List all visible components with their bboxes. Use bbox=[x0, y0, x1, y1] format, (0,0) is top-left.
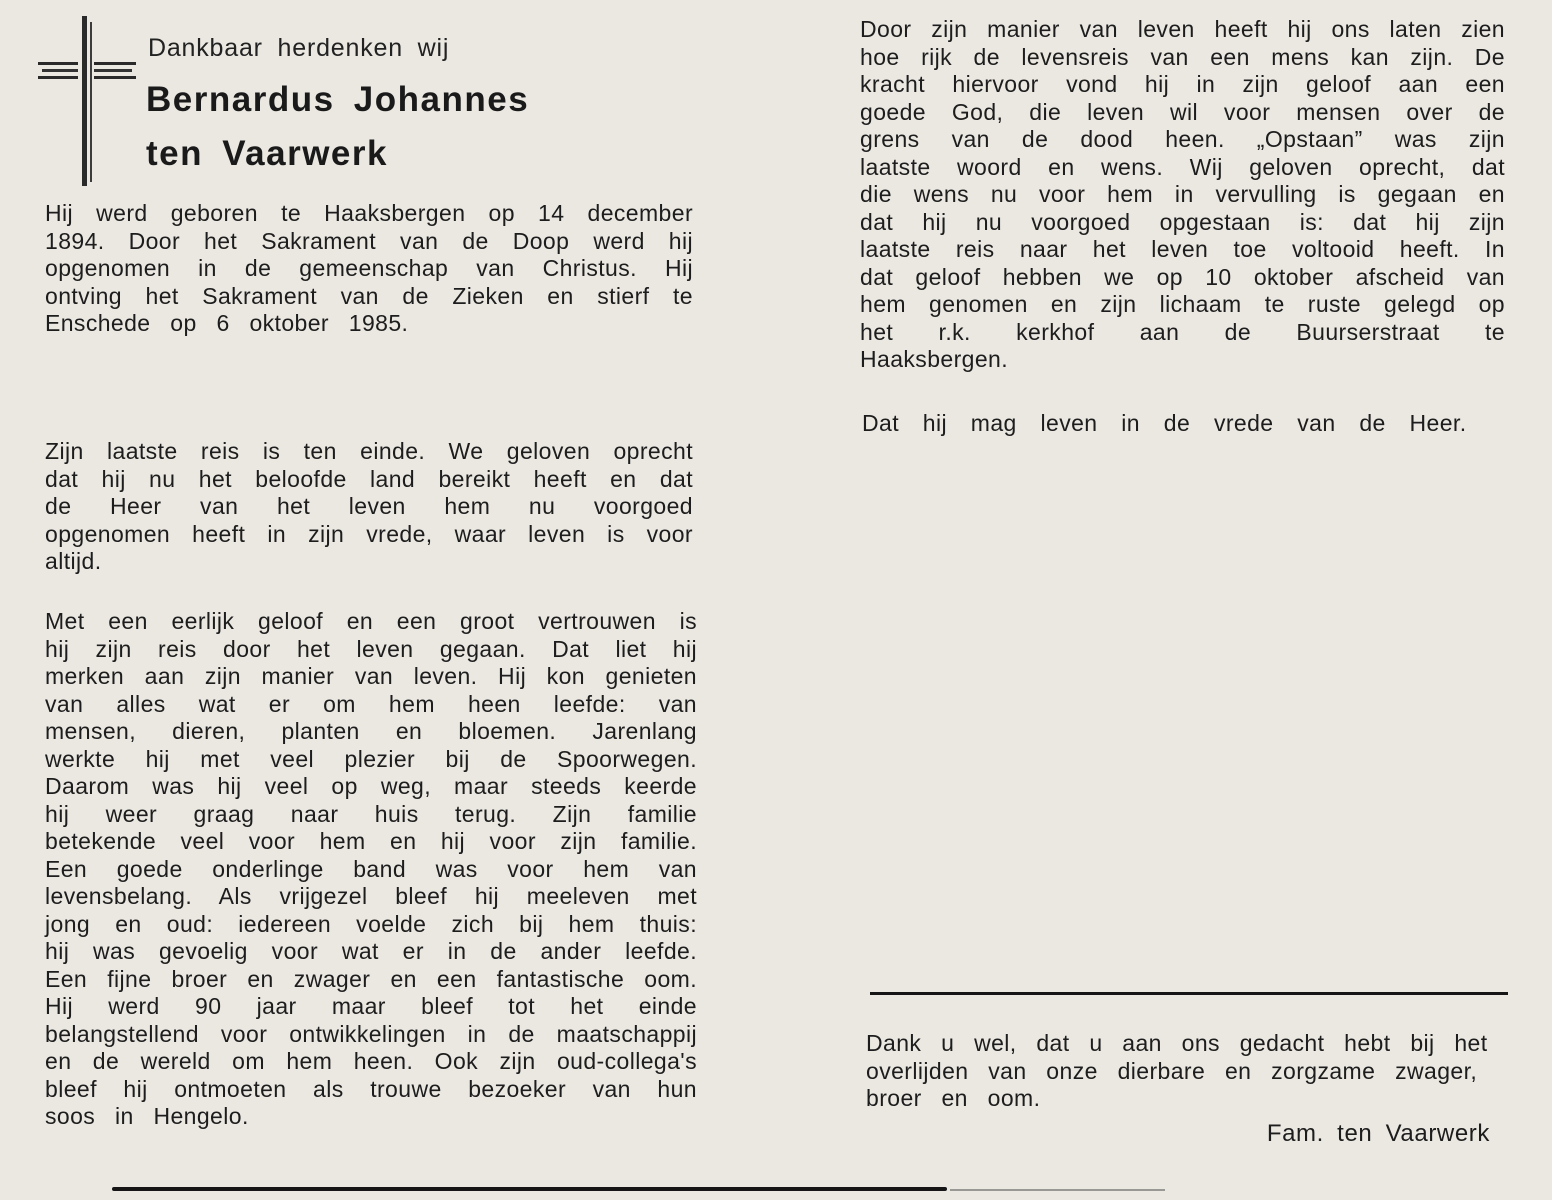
paragraph-faith-and-farewell: Door zijn manier van leven heeft hij ons laten zien hoe rijk de levensreis van een mens kan zijn. De kracht hiervoor vond hij in zijn geloof aan een goede God, die leven wil voor mensen over de grens van de dood heen. „Opstaan” was zijn laatste woord en wens. Wij geloven oprecht, dat die wens nu voor hem in vervulling is gegaan en dat hij nu voorgoed opgestaan is: dat hij zijn laatste reis naar het leven toe voltooid heeft. In dat geloof hebben we op 10 oktober afscheid van hem genomen en zijn lichaam te ruste gelegd op het r.k. kerkhof aan de Buurserstraat te Haaksbergen. bbox=[860, 16, 1505, 372]
paragraph-life-story: Met een eerlijk geloof en een groot vertrouwen is hij zijn reis door het leven gegaan. Dat liet hij merken aan zijn manier van leven. Hij kon genieten van alles wat er om hem heen leefde: van mensen, dieren, planten en bloemen. Jarenlang werkte hij met veel plezier bij de Spoorwegen. Daarom was hij veel op weg, maar steeds keerde hij weer graag naar huis terug. Zijn familie betekende veel voor hem en hij voor zijn familie. Een goede onderlinge band was voor hem van levensbelang. Als vrijgezel bleef hij meeleven met jong en oud: iedereen voelde zich bij hem thuis: hij was gevoelig voor wat er in de ander leefde. Een fijne broer en zwager en een fantastische oom. Hij werd 90 jaar maar bleef tot het einde belangstellend voor ontwikkelingen in de maatschappij en de wereld om hem heen. Ook zijn oud-collega's bleef hij ontmoeten als trouwe bezoeker van hun soos in Hengelo. bbox=[45, 608, 697, 1129]
scan-artifact-line-faint bbox=[950, 1189, 1165, 1191]
cross-icon bbox=[30, 12, 145, 190]
divider-line bbox=[870, 992, 1508, 995]
intro-line: Dankbaar herdenken wij bbox=[148, 34, 450, 62]
dedication-line: Dat hij mag leven in de vrede van de Heer. bbox=[862, 410, 1467, 436]
paragraph-thanks: Dank u wel, dat u aan ons gedacht hebt bij het overlijden van onze dierbare en zorgzame zwager, broer en oom. bbox=[866, 1030, 1488, 1111]
family-signature: Fam. ten Vaarwerk bbox=[1266, 1120, 1490, 1147]
deceased-name-line2: ten Vaarwerk bbox=[146, 134, 388, 173]
deceased-name-line1: Bernardus Johannes bbox=[146, 80, 530, 119]
paragraph-birth-and-death: Hij werd geboren te Haaksbergen op 14 december 1894. Door het Sakrament van de Doop werd hij opgenomen in de gemeenschap van Christus. Hij ontving het Sakrament van de Zieken en stierf te Enschede op 6 oktober 1985. bbox=[45, 200, 693, 336]
scan-artifact-line bbox=[112, 1187, 947, 1191]
paragraph-last-journey: Zijn laatste reis is ten einde. We geloven oprecht dat hij nu het beloofde land bereikt heeft en dat de Heer van het leven hem nu voorgoed opgenomen heeft in zijn vrede, waar leven is voor altijd. bbox=[45, 438, 693, 574]
